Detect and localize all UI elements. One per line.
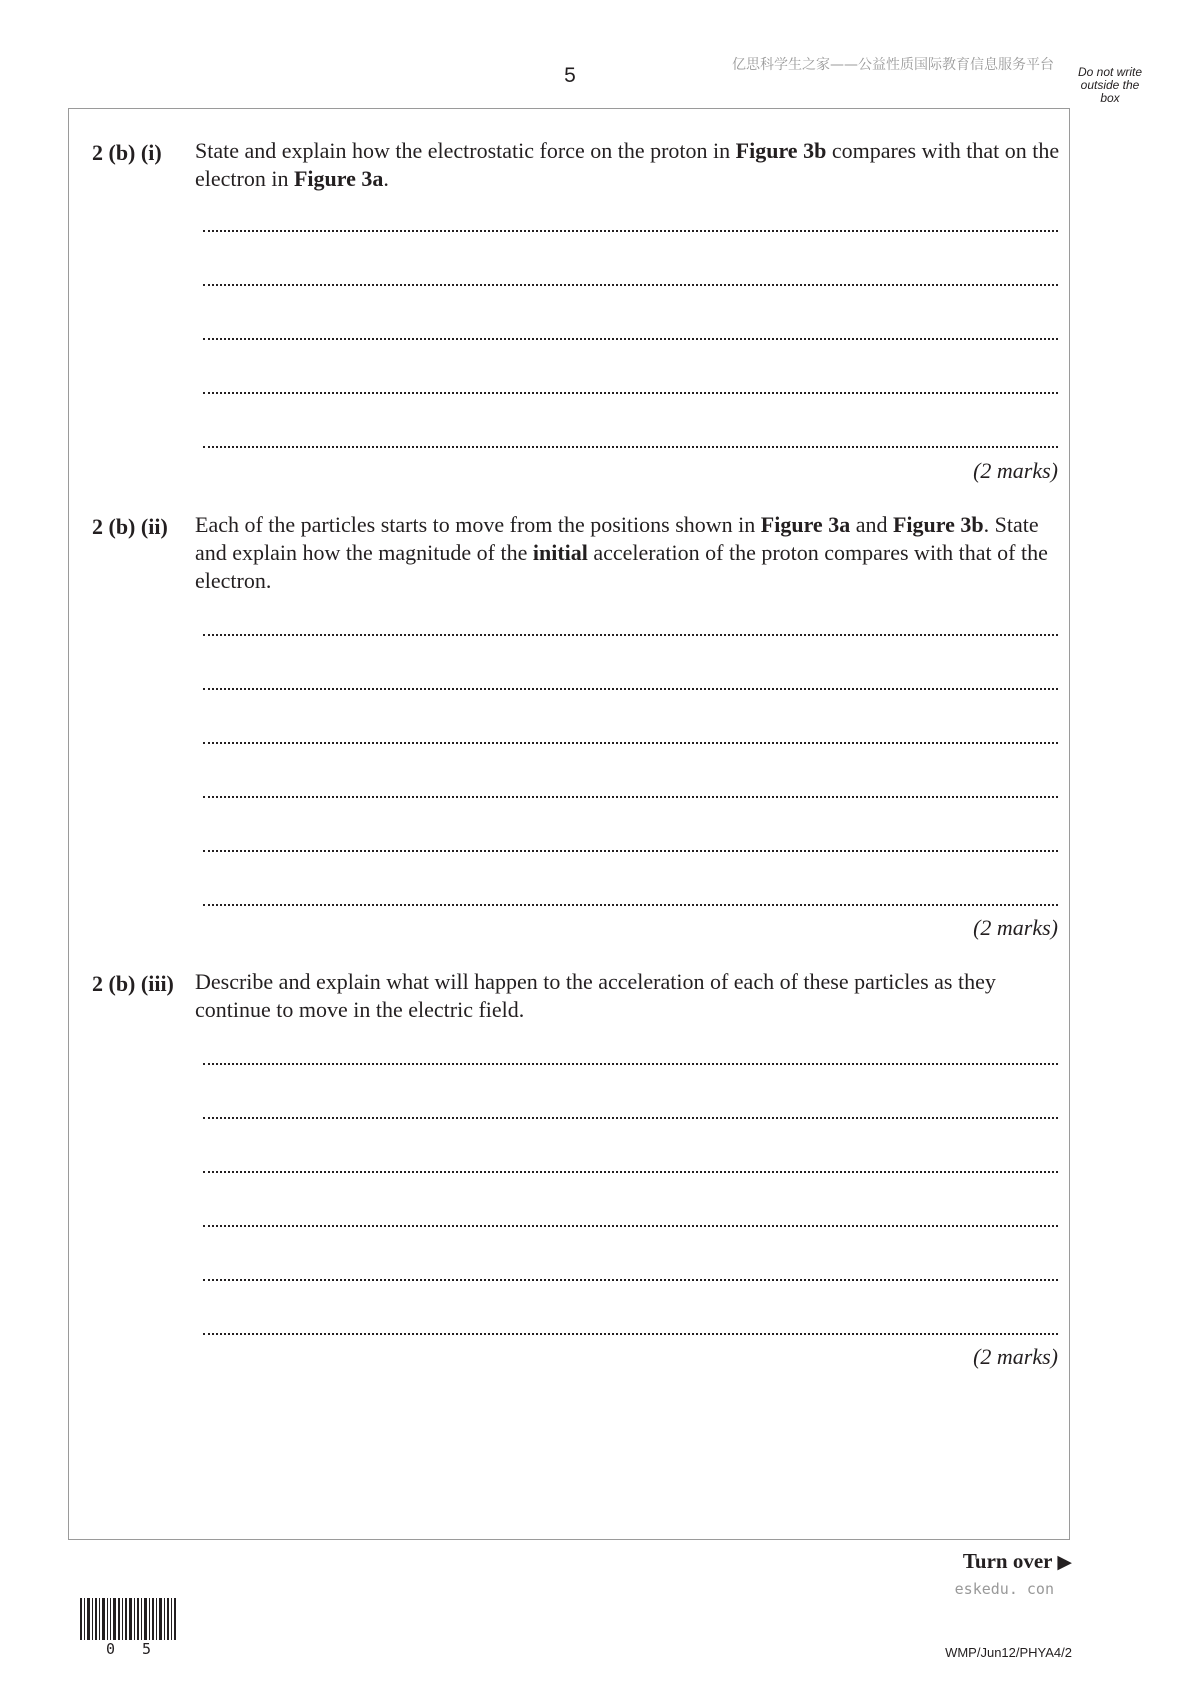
answer-line[interactable] xyxy=(203,392,1058,394)
barcode-icon xyxy=(78,1598,178,1640)
answer-line[interactable] xyxy=(203,796,1058,798)
marks-label: (2 marks) xyxy=(973,458,1058,483)
page-number: 5 xyxy=(564,64,576,87)
answer-line[interactable] xyxy=(203,634,1058,636)
question-text xyxy=(195,968,1065,1024)
barcode-digits: 0 5 xyxy=(106,1640,161,1658)
question-text-emphasis: initial xyxy=(532,540,588,565)
answer-line[interactable] xyxy=(203,904,1058,906)
question-text-run: acceleration of the proton compares with that of the electron. xyxy=(195,540,1048,593)
question-number: 2 (b) (ii) xyxy=(92,514,168,539)
answer-line[interactable] xyxy=(203,230,1058,232)
question-text-emphasis: Figure 3a xyxy=(760,512,851,537)
margin-note-line: outside the xyxy=(1080,78,1140,92)
answer-frame xyxy=(68,108,1070,1540)
answer-line[interactable] xyxy=(203,1117,1058,1119)
question-text-run: Describe and explain what will happen to the acceleration of each of these particles as they continue to move in the electric field. xyxy=(195,969,996,1022)
question-text xyxy=(195,137,1065,193)
answer-line[interactable] xyxy=(203,1063,1058,1065)
question-text-run: . xyxy=(383,166,389,191)
question-number: 2 (b) (i) xyxy=(92,140,162,165)
answer-line[interactable] xyxy=(203,284,1058,286)
answer-line[interactable] xyxy=(203,1333,1058,1335)
answer-line[interactable] xyxy=(203,688,1058,690)
header-watermark: 亿思科学生之家——公益性质国际教育信息服务平台 xyxy=(732,57,1054,73)
marks-label: (2 marks) xyxy=(973,915,1058,940)
margin-note xyxy=(1068,66,1152,105)
marks-label: (2 marks) xyxy=(973,1344,1058,1369)
question-text-emphasis: Figure 3a xyxy=(293,166,384,191)
turn-over xyxy=(900,1549,1072,1574)
question-number: 2 (b) (iii) xyxy=(92,971,174,996)
question-text xyxy=(195,511,1065,595)
answer-line[interactable] xyxy=(203,1279,1058,1281)
answer-line[interactable] xyxy=(203,850,1058,852)
margin-note-line: Do not write xyxy=(1077,65,1143,79)
question-text-run: State and explain how the electrostatic force on the proton in xyxy=(195,138,736,163)
question-text-run: . State and explain how the magnitude of the xyxy=(195,512,1039,565)
turn-over-label: Turn over xyxy=(962,1549,1053,1573)
footer-watermark: eskedu. con xyxy=(954,1580,1054,1598)
margin-note-line: box xyxy=(1100,91,1120,105)
question-text-emphasis: Figure 3b xyxy=(735,138,827,163)
question-text-run: and xyxy=(850,512,893,537)
paper-code: WMP/Jun12/PHYA4/2 xyxy=(945,1645,1072,1660)
answer-line[interactable] xyxy=(203,1225,1058,1227)
answer-line[interactable] xyxy=(203,338,1058,340)
question-text-run: compares with that on the electron in xyxy=(195,138,1060,191)
question-text-run: Each of the particles starts to move from the positions shown in xyxy=(195,512,761,537)
answer-line[interactable] xyxy=(203,446,1058,448)
turn-over-arrow-icon: ▶ xyxy=(1057,1551,1072,1573)
question-text-emphasis: Figure 3b xyxy=(892,512,984,537)
answer-line[interactable] xyxy=(203,1171,1058,1173)
answer-line[interactable] xyxy=(203,742,1058,744)
